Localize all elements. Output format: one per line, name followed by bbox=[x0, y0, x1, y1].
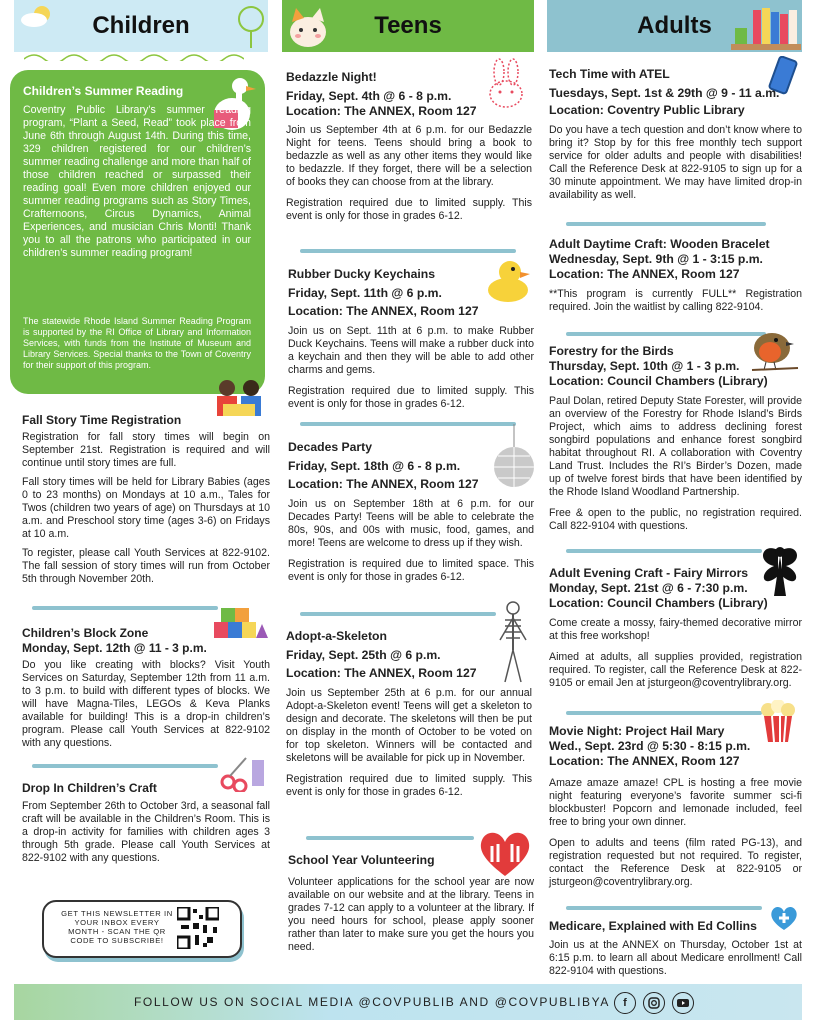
movie-reg: Open to adults and teens (film rated PG-13), and registration requested but not required. To register, contact the Reference Desk at 822-9105 or jsturgeon@coventrylibrary.org. bbox=[549, 837, 802, 888]
skeleton-section bbox=[286, 629, 532, 799]
volunteer-title: School Year Volunteering bbox=[288, 853, 435, 867]
children-craft-body: From September 26th to October 3rd, a seasonal fall craft will be available in the Children’s Room. This is a drop-in activity for families with children ages 3 through 5th grade. Please call Youth Services at 822-9102 with any questions. bbox=[22, 800, 270, 864]
decades-body: Join us on September 18th at 6 p.m. for our Decades Party! Teens will be able to celebrate the 80s, 90s, and 00s with music, food, games, and more! Teens are welcome to dress up if they wish. bbox=[288, 498, 534, 549]
adults-header-title: Adults bbox=[637, 12, 712, 39]
children-header-title: Children bbox=[92, 12, 190, 39]
bedazzle-section bbox=[286, 70, 532, 223]
skeleton-when: Friday, Sept. 25th @ 6 p.m. bbox=[286, 648, 441, 662]
movie-title: Movie Night: Project Hail Mary bbox=[549, 724, 725, 738]
volunteer-section bbox=[288, 853, 534, 954]
books-icon bbox=[731, 4, 801, 57]
birds-when: Thursday, Sept. 10th @ 1 - 3 p.m. bbox=[549, 359, 740, 373]
adults-column bbox=[547, 0, 802, 52]
children-craft-section bbox=[22, 781, 270, 865]
teens-column bbox=[282, 0, 534, 52]
facebook-icon[interactable]: f bbox=[614, 992, 636, 1014]
tech-section bbox=[549, 67, 802, 202]
ducky-section bbox=[288, 267, 534, 411]
mirrors-body: Come create a mossy, fairy-themed decorative mirror at this free workshop! bbox=[549, 617, 802, 642]
ducky-where: Location: The ANNEX, Room 127 bbox=[288, 304, 479, 318]
birds-where: Location: Council Chambers (Library) bbox=[549, 374, 768, 388]
tech-title: Tech Time with ATEL bbox=[549, 67, 670, 81]
decades-section bbox=[288, 440, 534, 584]
children-header bbox=[14, 0, 268, 52]
ducky-title: Rubber Ducky Keychains bbox=[288, 267, 435, 281]
mirrors-section bbox=[549, 566, 802, 690]
children-craft-title: Drop In Children’s Craft bbox=[22, 781, 157, 795]
movie-body: Amaze amaze amaze! CPL is hosting a free movie night featuring everyone’s favorite summer sci-fi blockbuster! Popcorn and lemonade included, feel free to bring your own dinner. bbox=[549, 777, 802, 828]
ducky-body: Join us on Sept. 11th at 6 p.m. to make Rubber Duck Keychains. Teens will make a rubber duck into a keychain and then they will be able to add other charms and gems. bbox=[288, 325, 534, 376]
skeleton-body: Join us September 25th at 6 p.m. for our annual Adopt-a-Skeleton event! Teens will get a skeleton to design and decorate. The skeletons will then be put on display in the month of October to be voted on for top skeleton. Winners will be contacted and skeletons will be available for pick up in November. bbox=[286, 687, 532, 764]
divider bbox=[300, 249, 516, 253]
mirrors-reg: Aimed at adults, all supplies provided, registration required. To register, call the Reference Desk at 822-9105 or email Jen at jsturgeon@coventrylibrary.org. bbox=[549, 651, 802, 689]
teens-header-title: Teens bbox=[374, 12, 442, 39]
bracelet-section bbox=[549, 237, 802, 314]
newsletter-qr-box[interactable] bbox=[42, 900, 242, 958]
mirrors-where: Location: Council Chambers (Library) bbox=[549, 596, 768, 610]
medicare-body: Join us at the ANNEX on Thursday, October 1st at 6:15 p.m. to learn all about Medicare enrollment! Call 822-9104 with questions. bbox=[549, 939, 802, 977]
birds-section bbox=[549, 344, 802, 533]
decades-where: Location: The ANNEX, Room 127 bbox=[288, 477, 479, 491]
decades-reg: Registration is required due to limited space. This event is only for those in grades 6-12. bbox=[288, 558, 534, 583]
fall-story-title: Fall Story Time Registration bbox=[22, 413, 182, 427]
qr-code-icon[interactable] bbox=[177, 907, 219, 949]
grass-decoration bbox=[24, 40, 244, 68]
teens-header bbox=[282, 0, 534, 52]
volunteer-body: Volunteer applications for the school year are now available on our website and at the library. Teens in grades 7-12 can apply to a volunteer at the library. If you need hours for school, please apply sooner rather than later to make sure you get the hours you need. bbox=[288, 876, 534, 953]
divider bbox=[566, 711, 762, 715]
youtube-icon[interactable] bbox=[672, 992, 694, 1014]
footer-text: FOLLOW US ON SOCIAL MEDIA @COVPUBLIB AND @COVPUBLIBYA bbox=[134, 995, 610, 1009]
ducky-reg: Registration required due to limited supply. This event is only for those in grades 6-12. bbox=[288, 385, 534, 410]
movie-when: Wed., Sept. 23rd @ 5:30 - 8:15 p.m. bbox=[549, 739, 751, 753]
movie-section bbox=[549, 724, 802, 889]
medicare-section bbox=[549, 919, 802, 978]
qr-text: GET THIS NEWSLETTER IN YOUR INBOX EVERY MONTH - SCAN THE QR CODE TO SUBSCRIBE! bbox=[61, 909, 173, 945]
divider bbox=[566, 549, 762, 553]
bracelet-title: Adult Daytime Craft: Wooden Bracelet bbox=[549, 237, 770, 251]
social-footer bbox=[14, 984, 802, 1020]
divider bbox=[566, 222, 766, 226]
divider bbox=[306, 836, 474, 840]
bedazzle-title: Bedazzle Night! bbox=[286, 70, 377, 84]
mirrors-when: Monday, Sept. 21st @ 6 - 7:30 p.m. bbox=[549, 581, 748, 595]
summer-reading-note: The statewide Rhode Island Summer Reading Program is supported by the RI Office of Library and Information Services, with funds from the Institute of Museum and Library Services. Special thanks to the Town of Coventry for their support of this program. bbox=[23, 316, 251, 370]
tech-where: Location: Coventry Public Library bbox=[549, 103, 745, 117]
tech-body: Do you have a tech question and don’t know where to bring it? Stop by for this free monthly tech support service for older adults and people with disabilities! Call the Reference Desk at 822-9105 to sign up for a 30 minute appointment. We may have limited drop-in availability as well. bbox=[549, 124, 802, 201]
birds-free: Free & open to the public, no registration required. Call 822-9104 with questions. bbox=[549, 507, 802, 532]
fall-story-p3: To register, please call Youth Services at 822-9102. The fall session of story times will run from October 5th through November 20th. bbox=[22, 547, 270, 585]
decades-when: Friday, Sept. 18th @ 6 - 8 p.m. bbox=[288, 459, 461, 473]
bracelet-where: Location: The ANNEX, Room 127 bbox=[549, 267, 740, 281]
bedazzle-where: Location: The ANNEX, Room 127 bbox=[286, 104, 477, 118]
fall-story-p1: Registration for fall story times will begin on September 21st. Registration is required and will continue until story times are full. bbox=[22, 431, 270, 469]
birds-body: Paul Dolan, retired Deputy State Forester, will provide an overview of the Forestry for Rhode Island’s Birds Project, which aims to address declining forest songbird populations and enhance forest songbird habitat throughout RI. A collaboration with Coventry Land Trust. Includes the RI’s Birder’s Dozen, made up of twelve forest birds that have been identified by the Rhode Island Woodland Partnership. bbox=[549, 395, 802, 498]
fall-story-section bbox=[22, 413, 270, 586]
divider bbox=[300, 612, 496, 616]
children-column bbox=[14, 0, 268, 52]
divider bbox=[566, 906, 762, 910]
bracelet-body: **This program is currently FULL** Registration required. Join the waitlist by calling 822-9104. bbox=[549, 288, 802, 313]
block-zone-body: Do you like creating with blocks? Visit Youth Services on Saturday, September 12th from 11 a.m. to 3 p.m. to build with different types of blocks. We will have Magna-Tiles, LEGOs & Keva Planks available for building! This is a drop-in children’s program. Please call Youth Services at 822-9102 with any questions. bbox=[22, 659, 270, 749]
birds-title: Forestry for the Birds bbox=[549, 344, 674, 358]
summer-reading-body: Coventry Public Library’s summer reading program, “Plant a Seed, Read” took place from June 6th through August 14th. During this time, 329 children registered for our children’s summer reading challenge and more than half of those children reached or surpassed their reading goal! Even more children enjoyed our summer reading programs such as Story Times, Crafternoons, Circus Dynamics, Animal Experiences, and musician Chris Monti! Thank you to all the patrons who participated in our children’s summer reading program! bbox=[23, 104, 251, 259]
instagram-icon[interactable] bbox=[643, 992, 665, 1014]
divider bbox=[566, 332, 766, 336]
movie-where: Location: The ANNEX, Room 127 bbox=[549, 754, 740, 768]
block-zone-title: Children’s Block Zone bbox=[22, 626, 149, 640]
cloud-sun-icon bbox=[20, 4, 56, 35]
adults-header bbox=[547, 0, 802, 52]
medicare-title: Medicare, Explained with Ed Collins bbox=[549, 919, 757, 933]
skeleton-title: Adopt-a-Skeleton bbox=[286, 629, 387, 643]
cat-icon bbox=[286, 6, 330, 55]
skeleton-reg: Registration required due to limited supply. This event is only for those in grades 6-12. bbox=[286, 773, 532, 798]
ducky-when: Friday, Sept. 11th @ 6 p.m. bbox=[288, 286, 442, 300]
summer-reading-title: Children’s Summer Reading bbox=[23, 84, 184, 98]
tech-when: Tuesdays, Sept. 1st & 29th @ 9 - 11 a.m. bbox=[549, 86, 780, 100]
divider bbox=[300, 422, 516, 426]
bedazzle-reg: Registration required due to limited supply. This event is only for those in grades 6-12. bbox=[286, 197, 532, 222]
fall-story-p2: Fall story times will be held for Library Babies (ages 0 to 23 months) on Mondays at 10 a.m., Tales for Twos (children two years of age) on Thursdays at 10 a.m. and Preschool story time (ages 3-6) on Fridays at 10 a.m. bbox=[22, 476, 270, 540]
bracelet-when: Wednesday, Sept. 9th @ 1 - 3:15 p.m. bbox=[549, 252, 763, 266]
decades-title: Decades Party bbox=[288, 440, 373, 454]
mirrors-title: Adult Evening Craft - Fairy Mirrors bbox=[549, 566, 749, 580]
block-zone-when: Monday, Sept. 12th @ 11 - 3 p.m. bbox=[22, 641, 207, 655]
divider bbox=[32, 606, 218, 610]
bedazzle-body: Join us September 4th at 6 p.m. for our Bedazzle Night for teens. Teens should bring a book to bedazzle as well as any other items they would like to bedazzle. If they forget, there will be a selection of books they can choose from at the library. bbox=[286, 124, 532, 188]
summer-reading-card bbox=[10, 70, 265, 394]
bedazzle-when: Friday, Sept. 4th @ 6 - 8 p.m. bbox=[286, 89, 452, 103]
divider bbox=[32, 764, 218, 768]
skeleton-where: Location: The ANNEX, Room 127 bbox=[286, 666, 477, 680]
block-zone-section bbox=[22, 626, 270, 750]
